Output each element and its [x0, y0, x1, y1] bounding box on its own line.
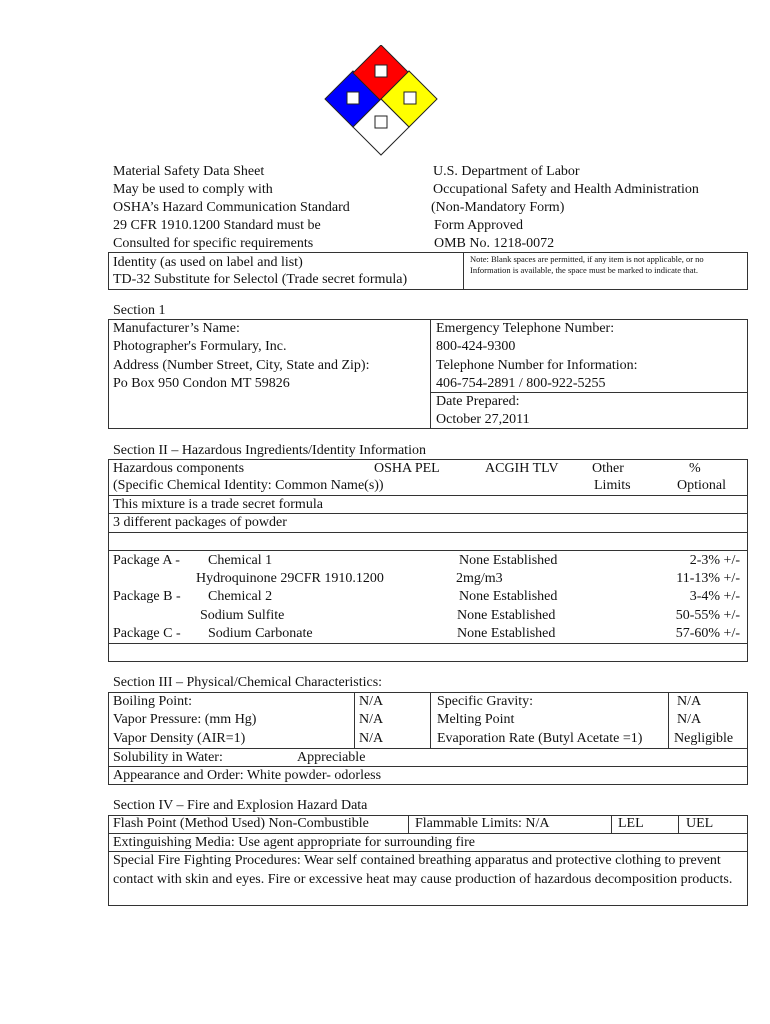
row-package: Package B - [113, 589, 181, 604]
col-percent-2: Optional [677, 478, 726, 493]
header-right-line-4: Form Approved [434, 218, 524, 233]
date-prepared-label: Date Prepared: [436, 394, 520, 409]
boiling-point-value: N/A [359, 694, 384, 709]
address-label: Address (Number Street, City, State and Zip): [113, 358, 370, 373]
col-hazardous-components: Hazardous components [113, 461, 245, 476]
vapor-pressure-value: N/A [359, 712, 384, 727]
info-phone-label: Telephone Number for Information: [436, 358, 638, 373]
date-prepared-value: October 27,2011 [436, 412, 530, 427]
section1-title: Section 1 [113, 303, 166, 318]
identity-value: TD-32 Substitute for Selectol (Trade secret formula) [113, 272, 408, 287]
col-other-limits-1: Other [592, 461, 624, 476]
row-percent: 2-3% +/- [689, 553, 740, 568]
vapor-density-value: N/A [359, 731, 384, 746]
col-osha-pel: OSHA PEL [374, 461, 440, 476]
row-chemical: Hydroquinone 29CFR 1910.1200 [196, 571, 384, 586]
melting-point-value: N/A [677, 712, 702, 727]
note-text: Note: Blank spaces are permitted, if any item is not applicable, or no Information is available, the space must be marked to indicate that. [470, 254, 704, 275]
col-chemical-identity: (Specific Chemical Identity: Common Name(s)) [113, 478, 384, 493]
row-osha: None Established [457, 626, 556, 641]
col-acgih-tlv: ACGIH TLV [485, 461, 559, 476]
address-value: Po Box 950 Condon MT 59826 [113, 376, 290, 391]
header-left-line-2: May be used to comply with [113, 182, 273, 197]
section3-title: Section III – Physical/Chemical Characteristics: [113, 675, 383, 690]
header-right-line-5: OMB No. 1218-0072 [434, 236, 555, 251]
header-left-line-1: Material Safety Data Sheet [113, 164, 265, 179]
boiling-point-label: Boiling Point: [113, 694, 192, 709]
header-right-line-1: U.S. Department of Labor [433, 164, 580, 179]
info-phone-value: 406-754-2891 / 800-922-5255 [436, 376, 606, 391]
row-osha: 2mg/m3 [456, 571, 503, 586]
identity-label: Identity (as used on label and list) [113, 255, 303, 270]
row-package: Package A - [113, 553, 180, 568]
col-percent-1: % [689, 461, 701, 476]
emergency-phone-value: 800-424-9300 [436, 339, 516, 354]
uel-label: UEL [686, 816, 714, 831]
row-chemical: Sodium Sulfite [200, 608, 285, 623]
manufacturer-label: Manufacturer’s Name: [113, 321, 240, 336]
row-chemical: Chemical 2 [208, 589, 273, 604]
vapor-pressure-label: Vapor Pressure: (mm Hg) [113, 712, 257, 727]
evaporation-rate-value: Negligible [674, 731, 734, 746]
header-left-line-5: Consulted for specific requirements [113, 236, 314, 251]
row-chemical: Sodium Carbonate [208, 626, 313, 641]
row-osha: None Established [459, 589, 558, 604]
header-right-line-3: (Non-Mandatory Form) [431, 200, 565, 215]
flammable-limits: Flammable Limits: N/A [415, 816, 550, 831]
vapor-density-label: Vapor Density (AIR=1) [113, 731, 246, 746]
extinguishing-media: Extinguishing Media: Use agent appropriate for surrounding fire [113, 835, 475, 850]
evaporation-rate-label: Evaporation Rate (Butyl Acetate =1) [437, 731, 643, 746]
section4-title: Section IV – Fire and Explosion Hazard Data [113, 798, 368, 813]
special-fire-fighting-procedures: Special Fire Fighting Procedures: Wear self contained breathing apparatus and protective clothing to prevent contact with skin and eyes. Fire or excessive heat may cause production of hazardous decomposition products. [113, 853, 733, 887]
nfpa-hazard-diamond [322, 45, 442, 157]
row-osha: None Established [459, 553, 558, 568]
col-other-limits-2: Limits [594, 478, 631, 493]
specific-gravity-value: N/A [677, 694, 702, 709]
lel-label: LEL [618, 816, 644, 831]
specific-gravity-label: Specific Gravity: [437, 694, 534, 709]
row-percent: 11-13% +/- [676, 571, 740, 586]
row-chemical: Chemical 1 [208, 553, 273, 568]
appearance-odor: Appearance and Order: White powder- odorless [113, 768, 382, 783]
mixture-note: This mixture is a trade secret formula [113, 497, 323, 512]
row-osha: None Established [457, 608, 556, 623]
solubility-label: Solubility in Water: [113, 750, 223, 765]
header-left-line-4: 29 CFR 1910.1200 Standard must be [113, 218, 321, 233]
header-left-line-3: OSHA’s Hazard Communication Standard [113, 200, 350, 215]
emergency-phone-label: Emergency Telephone Number: [436, 321, 615, 336]
section2-title: Section II – Hazardous Ingredients/Identity Information [113, 443, 426, 458]
packages-note: 3 different packages of powder [113, 515, 287, 530]
row-percent: 57-60% +/- [675, 626, 740, 641]
solubility-value: Appreciable [297, 750, 366, 765]
row-percent: 3-4% +/- [689, 589, 740, 604]
manufacturer-value: Photographer's Formulary, Inc. [113, 339, 287, 354]
row-percent: 50-55% +/- [675, 608, 740, 623]
flash-point: Flash Point (Method Used) Non-Combustible [113, 816, 369, 831]
header-right-line-2: Occupational Safety and Health Administration [433, 182, 699, 197]
melting-point-label: Melting Point [437, 712, 515, 727]
row-package: Package C - [113, 626, 181, 641]
